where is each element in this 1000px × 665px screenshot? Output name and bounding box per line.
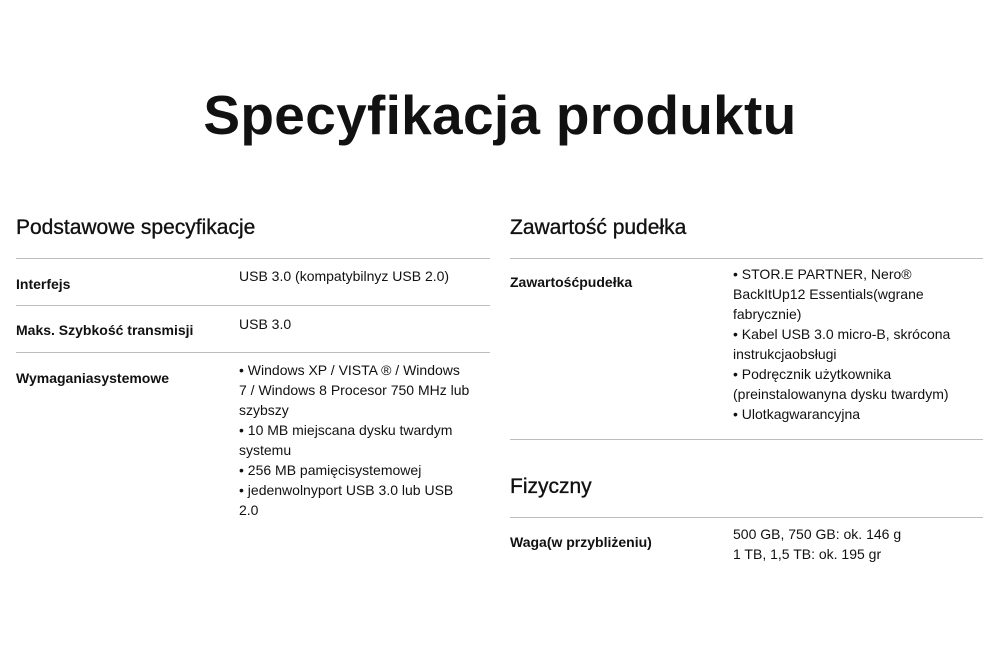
section-heading: Zawartość pudełka bbox=[510, 214, 983, 259]
spec-label: Wymaganiasystemowe bbox=[16, 370, 170, 386]
spec-label: Maks. Szybkość transmisji bbox=[16, 322, 194, 338]
spec-row-interface bbox=[16, 259, 490, 306]
spec-value-line: • Ulotkagwarancyjna bbox=[733, 406, 861, 422]
spec-value-line: 2.0 bbox=[239, 502, 259, 518]
spec-label: Interfejs bbox=[16, 276, 71, 292]
spec-label: Waga(w przybliżeniu) bbox=[510, 534, 652, 550]
section-heading: Fizyczny bbox=[510, 473, 983, 518]
spec-row-weight bbox=[510, 518, 983, 578]
spec-value-line: instrukcjaobsługi bbox=[733, 346, 837, 362]
section-physical bbox=[510, 473, 983, 578]
spec-value-line: systemu bbox=[239, 442, 292, 458]
section-heading: Podstawowe specyfikacje bbox=[16, 214, 490, 259]
spec-value-line: 500 GB, 750 GB: ok. 146 g bbox=[733, 526, 902, 542]
spec-value bbox=[239, 314, 291, 334]
spec-value-line: • 256 MB pamięcisystemowej bbox=[239, 462, 422, 478]
spec-row-box-contents bbox=[510, 259, 983, 440]
spec-value-line: • jedenwolnyport USB 3.0 lub USB bbox=[239, 482, 454, 498]
spec-value-line: USB 3.0 (kompatybilnyz USB 2.0) bbox=[239, 268, 450, 284]
spec-value-line: (preinstalowanyna dysku twardym) bbox=[733, 386, 949, 402]
spec-value bbox=[733, 264, 950, 424]
spec-value-line: • STOR.E PARTNER, Nero® bbox=[733, 266, 912, 282]
spec-value-line: • Windows XP / VISTA ® / Windows bbox=[239, 362, 460, 378]
spec-value-line: BackItUp12 Essentials(wgrane bbox=[733, 286, 924, 302]
page-title: Specyfikacja produktu bbox=[203, 84, 797, 146]
spec-value-line: 7 / Windows 8 Procesor 750 MHz lub bbox=[239, 382, 470, 398]
section-box-contents bbox=[510, 214, 983, 440]
spec-label: Zawartośćpudełka bbox=[510, 274, 633, 290]
spec-value-line: szybszy bbox=[239, 402, 289, 418]
spec-value-line: 1 TB, 1,5 TB: ok. 195 gr bbox=[733, 546, 882, 562]
spec-value-line: • 10 MB miejscana dysku twardym bbox=[239, 422, 453, 438]
spec-row-max-transfer bbox=[16, 306, 490, 353]
spec-value bbox=[239, 266, 449, 286]
spec-row-system-requirements bbox=[16, 353, 490, 528]
spec-value bbox=[239, 360, 469, 520]
spec-value-line: • Kabel USB 3.0 micro-B, skrócona bbox=[733, 326, 951, 342]
spec-value-line: USB 3.0 bbox=[239, 316, 292, 332]
spec-value bbox=[733, 524, 901, 564]
spec-value-line: • Podręcznik użytkownika bbox=[733, 366, 892, 382]
spec-value-line: fabrycznie) bbox=[733, 306, 802, 322]
section-basic-specs bbox=[16, 214, 490, 528]
